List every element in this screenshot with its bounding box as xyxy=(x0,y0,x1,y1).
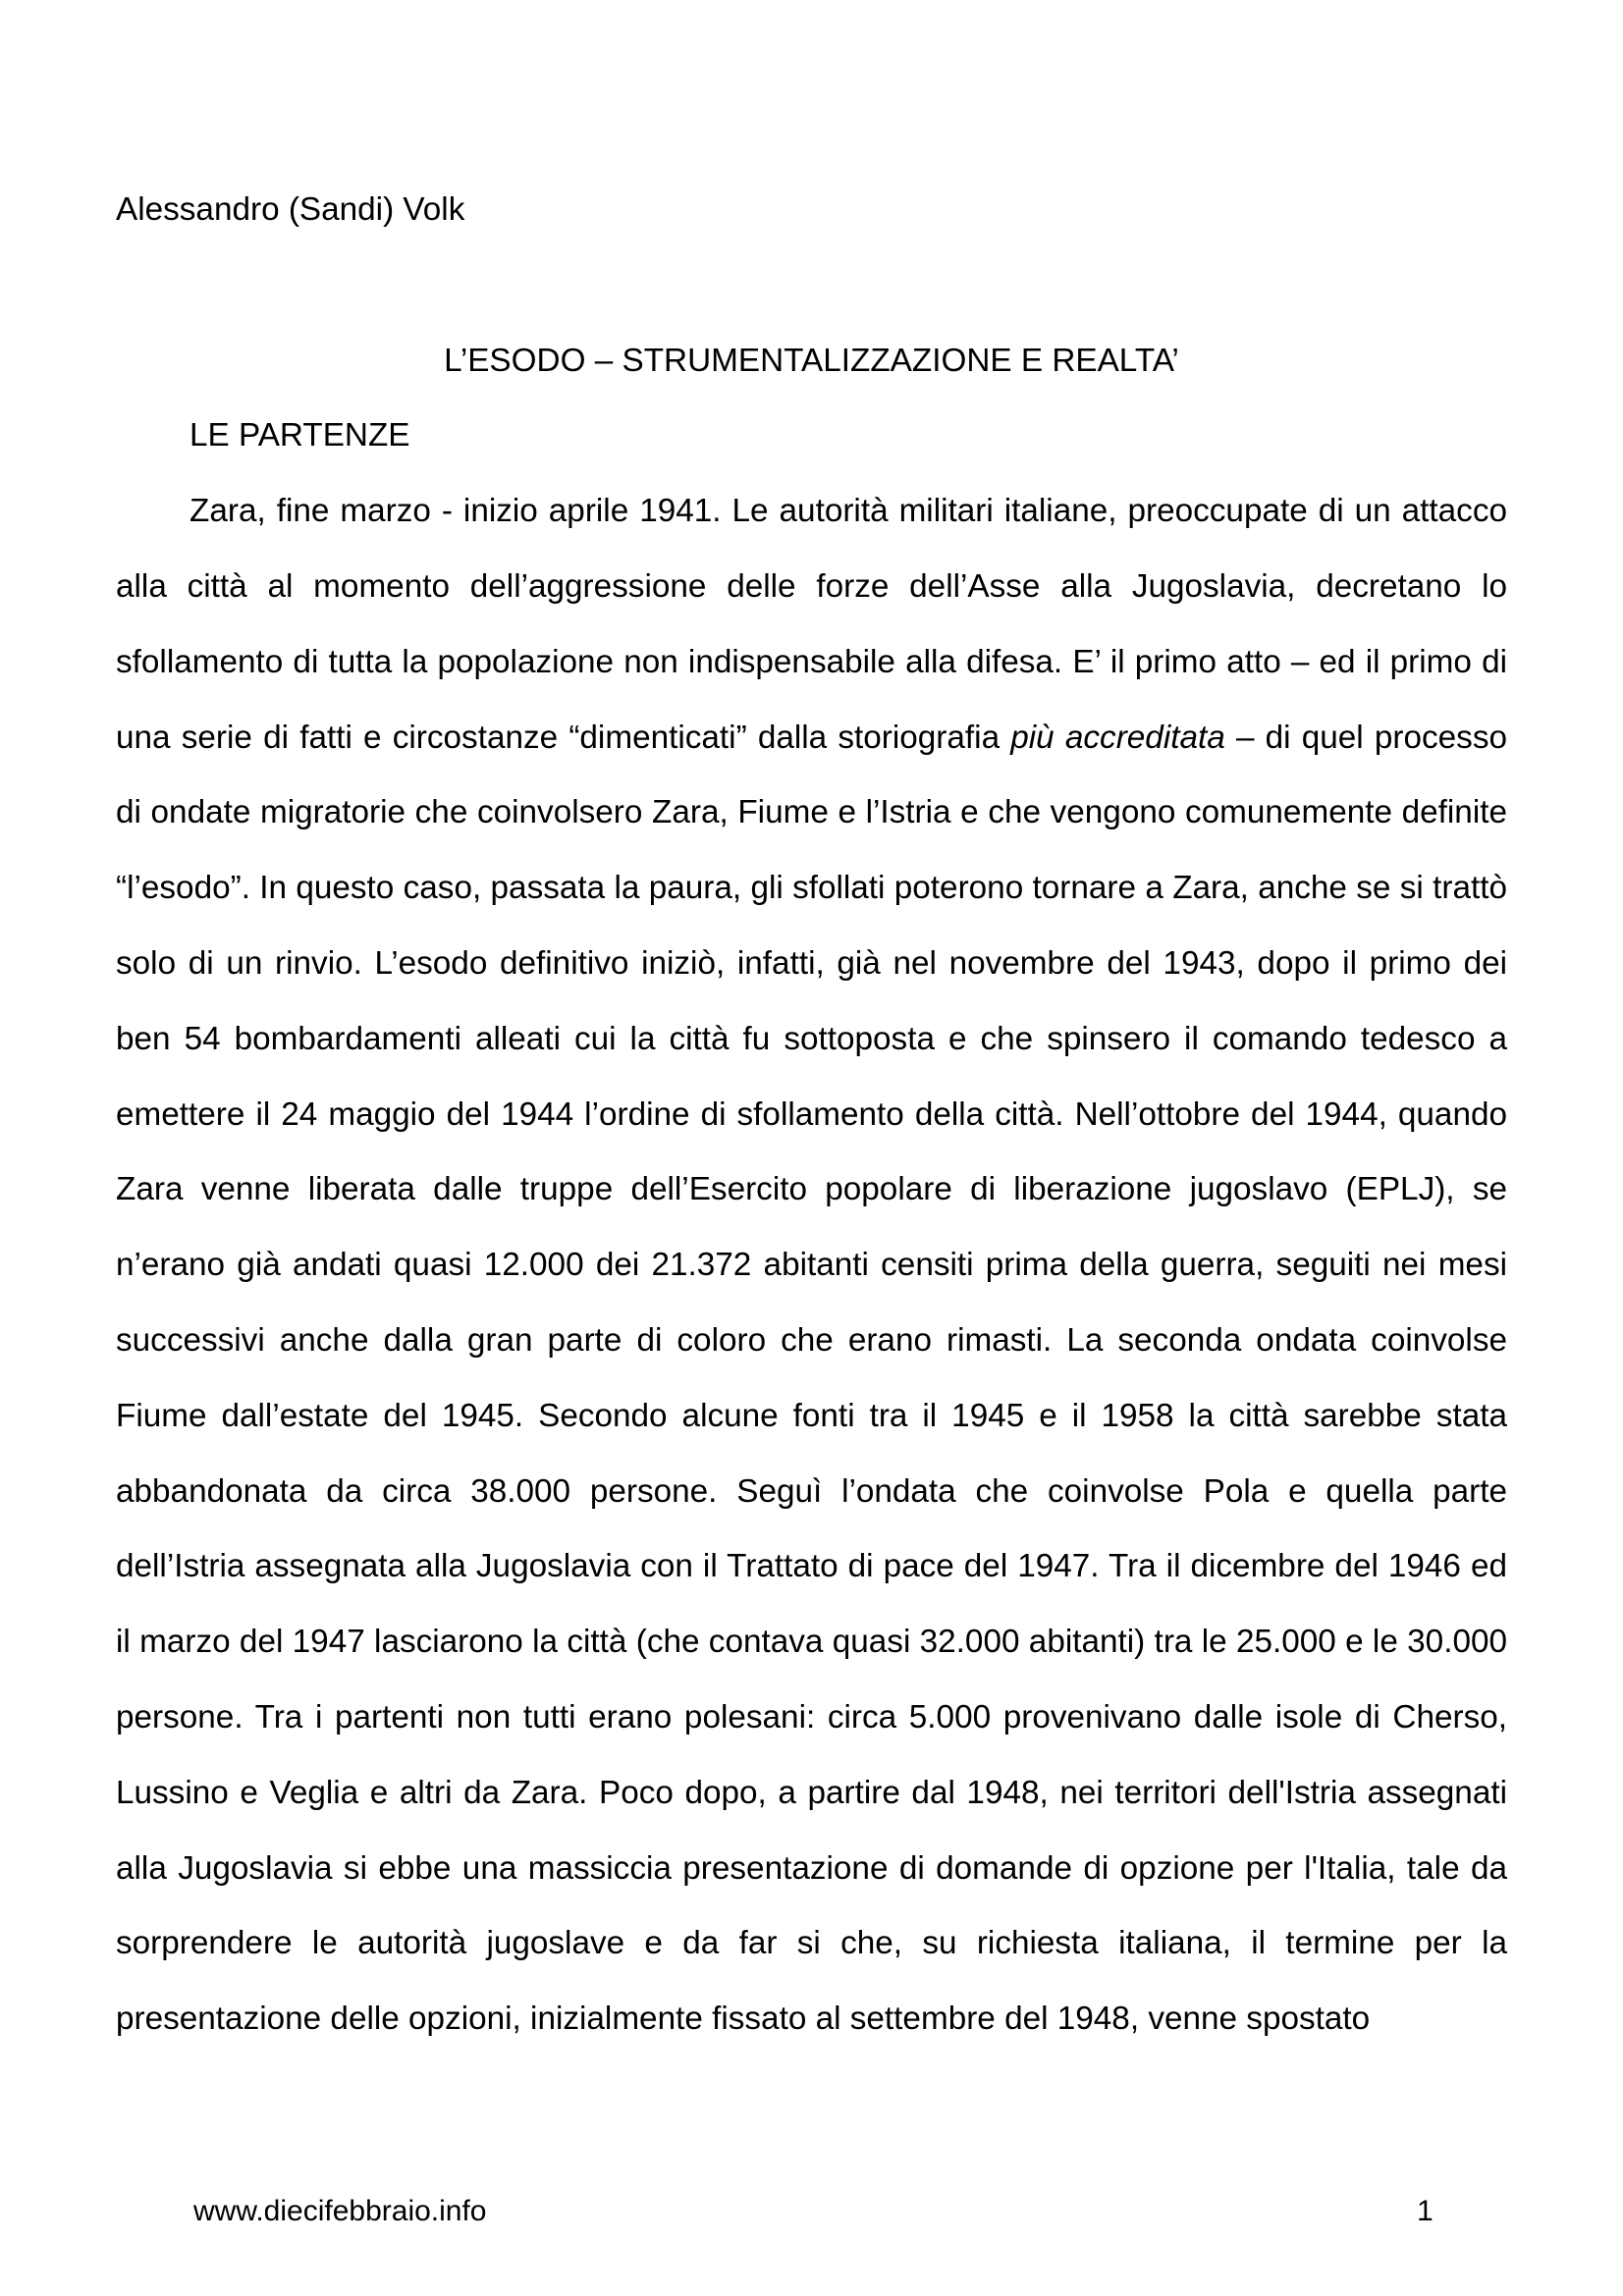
author-line: Alessandro (Sandi) Volk xyxy=(116,191,465,228)
paragraph-text-before-italic: Zara, fine marzo - inizio aprile 1941. Le autorità militari italiane, preoccupate di un attacco alla città al momento dell’aggressione delle forze dell’Asse alla Jugoslavia, decretano lo sfollamento di tutta la popolazione non indispensabile alla difesa. E’ il primo atto – ed il primo di una serie di fatti e circostanze “dimenticati” dalla storiografia xyxy=(116,493,1507,756)
section-heading: LE PARTENZE xyxy=(189,417,410,454)
paragraph-italic-phrase: più accreditata xyxy=(1010,719,1225,756)
page-number: 1 xyxy=(1417,2195,1434,2227)
body-paragraph xyxy=(116,474,1507,2057)
footer-url: www.diecifebbraio.info xyxy=(193,2195,487,2227)
paragraph-text-after-italic: – di quel processo di ondate migratorie che coinvolsero Zara, Fiume e l’Istria e che vengono comunemente definite “l’esodo”. In questo caso, passata la paura, gli sfollati poterono tornare a Zara, anche se si trattò solo di un rinvio. L’esodo definitivo iniziò, infatti, già nel novembre del 1943, dopo il primo dei ben 54 bombardamenti alleati cui la città fu sottoposta e che spinsero il comando tedesco a emettere il 24 maggio del 1944 l’ordine di sfollamento della città. Nell’ottobre del 1944, quando Zara venne liberata dalle truppe dell’Esercito popolare di liberazione jugoslavo (EPLJ), se n’erano già andati quasi 12.000 dei 21.372 abitanti censiti prima della guerra, seguiti nei mesi successivi anche dalla gran parte di coloro che erano rimasti. La seconda ondata coinvolse Fiume dall’estate del 1945. Secondo alcune fonti tra il 1945 e il 1958 la città sarebbe stata abbandonata da circa 38.000 persone. Seguì l’ondata che coinvolse Pola e quella parte dell’Istria assegnata alla Jugoslavia con il Trattato di pace del 1947. Tra il dicembre del 1946 ed il marzo del 1947 lasciarono la città (che contava quasi 32.000 abitanti) tra le 25.000 e le 30.000 persone. Tra i partenti non tutti erano polesani: circa 5.000 provenivano dalle isole di Cherso, Lussino e Veglia e altri da Zara. Poco dopo, a partire dal 1948, nei territori dell'Istria assegnati alla Jugoslavia si ebbe una massiccia presentazione di domande di opzione per l'Italia, tale da sorprendere le autorità jugoslave e da far si che, su richiesta italiana, il termine per la presentazione delle opzioni, inizialmente fissato al settembre del 1948, venne spostato xyxy=(116,719,1507,2038)
document-title: L’ESODO – STRUMENTALIZZAZIONE E REALTA’ xyxy=(444,342,1179,379)
